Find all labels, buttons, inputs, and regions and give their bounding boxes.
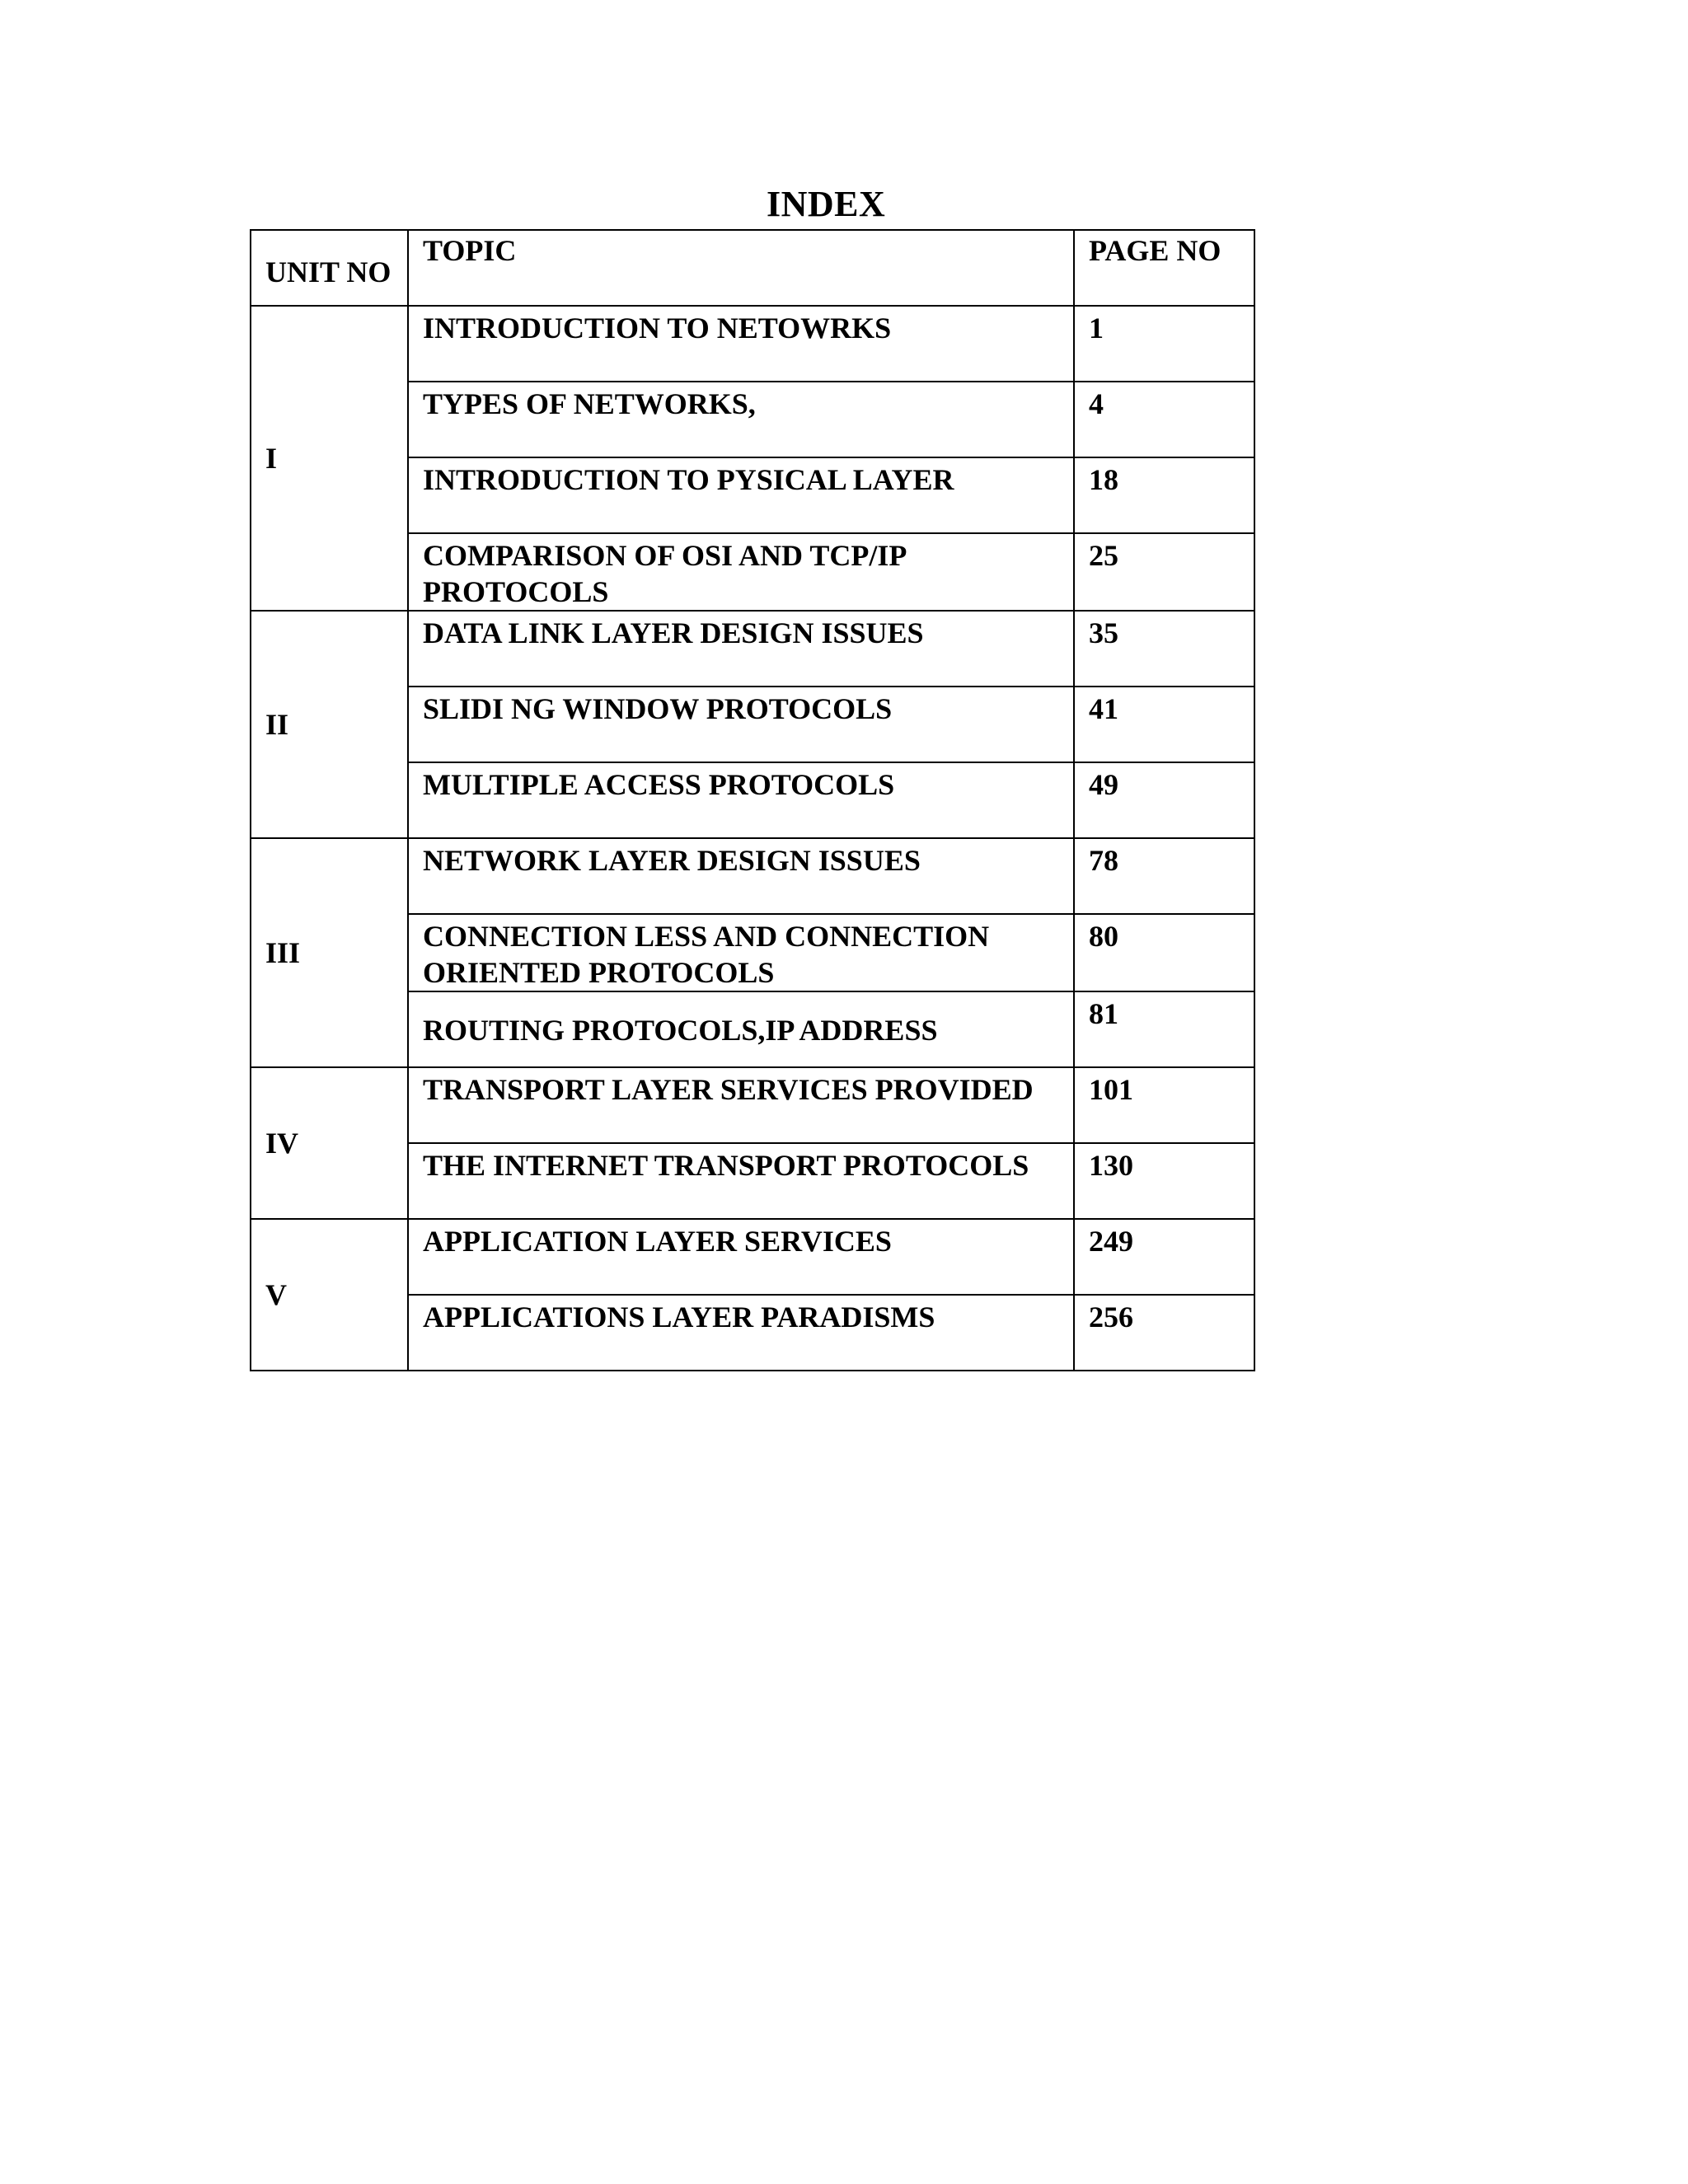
topic-cell: APPLICATION LAYER SERVICES [408,1219,1074,1295]
topic-cell: MULTIPLE ACCESS PROTOCOLS [408,762,1074,838]
topic-cell: COMPARISON OF OSI AND TCP/IP PROTOCOLS [408,533,1074,611]
topic-cell: INTRODUCTION TO PYSICAL LAYER [408,457,1074,533]
topic-cell: TYPES OF NETWORKS, [408,382,1074,457]
page-cell: 81 [1074,991,1254,1067]
page-cell: 78 [1074,838,1254,914]
table-row [251,1219,1254,1295]
page-cell: 130 [1074,1143,1254,1219]
unit-cell: II [251,611,408,838]
topic-cell: DATA LINK LAYER DESIGN ISSUES [408,611,1074,687]
header-unit-no: UNIT NO [251,230,408,306]
unit-cell: IV [251,1067,408,1219]
page-cell: 80 [1074,914,1254,991]
page-cell: 18 [1074,457,1254,533]
table-row [251,611,1254,687]
table-row [251,306,1254,382]
page-cell: 35 [1074,611,1254,687]
page-cell: 4 [1074,382,1254,457]
topic-cell: TRANSPORT LAYER SERVICES PROVIDED [408,1067,1074,1143]
page-cell: 41 [1074,687,1254,762]
topic-cell: CONNECTION LESS AND CONNECTION ORIENTED PROTOCOLS [408,914,1074,991]
table-row [251,1067,1254,1143]
header-page-no: PAGE NO [1074,230,1254,306]
topic-cell: NETWORK LAYER DESIGN ISSUES [408,838,1074,914]
page-cell: 249 [1074,1219,1254,1295]
topic-cell: THE INTERNET TRANSPORT PROTOCOLS [408,1143,1074,1219]
page-cell: 1 [1074,306,1254,382]
unit-cell: V [251,1219,408,1371]
page-cell: 101 [1074,1067,1254,1143]
topic-cell: INTRODUCTION TO NETOWRKS [408,306,1074,382]
page-title: INDEX [767,184,886,224]
page-cell: 49 [1074,762,1254,838]
topic-cell: SLIDI NG WINDOW PROTOCOLS [408,687,1074,762]
unit-cell: III [251,838,408,1067]
header-row [251,230,1254,306]
topic-cell: APPLICATIONS LAYER PARADISMS [408,1295,1074,1371]
index-table [250,229,1255,1371]
page-cell: 256 [1074,1295,1254,1371]
table-row [251,838,1254,914]
header-topic: TOPIC [408,230,1074,306]
topic-cell: ROUTING PROTOCOLS,IP ADDRESS [408,991,1074,1067]
unit-cell: I [251,306,408,611]
page-cell: 25 [1074,533,1254,611]
